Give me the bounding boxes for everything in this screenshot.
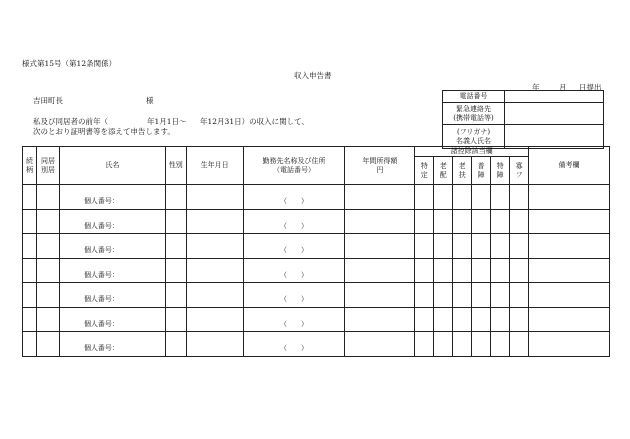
remarks-cell[interactable]: [529, 332, 610, 357]
deduction-cell[interactable]: [472, 185, 491, 210]
income-table: [22, 146, 610, 357]
deduction-cell[interactable]: [510, 307, 529, 332]
header-name: 氏名: [59, 147, 165, 185]
name-label-cell: [443, 125, 505, 149]
remarks-cell[interactable]: [529, 185, 610, 210]
remarks-cell[interactable]: [529, 234, 610, 259]
deduction-cell[interactable]: [453, 185, 472, 210]
deduction-cell[interactable]: [491, 332, 510, 357]
name-cell[interactable]: [59, 234, 165, 259]
name-cell[interactable]: [59, 283, 165, 308]
birthdate-cell[interactable]: [186, 258, 243, 283]
phone-label: 電話番号: [459, 92, 488, 101]
header-remarks: 備考欄: [529, 147, 610, 185]
gender-cell[interactable]: [165, 234, 186, 259]
header-birthdate: 生年月日: [186, 147, 243, 185]
phone-parentheses: （ ）: [280, 246, 309, 255]
page-title: 収入申告書: [294, 71, 332, 80]
deduction-cell[interactable]: [415, 258, 434, 283]
remarks-cell[interactable]: [529, 307, 610, 332]
income-cell[interactable]: [345, 332, 415, 357]
table-row: [23, 258, 610, 283]
workplace-cell[interactable]: [243, 234, 345, 259]
workplace-cell[interactable]: [243, 185, 345, 210]
income-cell[interactable]: [345, 234, 415, 259]
deduction-cell[interactable]: [434, 283, 453, 308]
deduction-cell[interactable]: [510, 234, 529, 259]
deduction-cell[interactable]: [453, 234, 472, 259]
workplace-cell[interactable]: [243, 307, 345, 332]
declaration-line1-to: 年12月31日）の収入に関して、: [200, 117, 309, 126]
name-cell[interactable]: [59, 258, 165, 283]
deduction-cell[interactable]: [491, 258, 510, 283]
emergency-label-2: (携帯電話等): [453, 113, 494, 122]
birthdate-cell[interactable]: [186, 185, 243, 210]
deduction-cell[interactable]: [434, 185, 453, 210]
cohabit-cell[interactable]: [36, 283, 59, 308]
relation-cell[interactable]: [23, 307, 37, 332]
header-deduction-disability: 普 障: [472, 157, 491, 185]
deduction-cell[interactable]: [453, 258, 472, 283]
phone-parentheses: （ ）: [280, 295, 309, 304]
personal-number-label: 個人番号：: [83, 344, 119, 353]
workplace-cell[interactable]: [243, 332, 345, 357]
deduction-cell[interactable]: [434, 258, 453, 283]
header-deduction-special-disability: 特 障: [491, 157, 510, 185]
name-value-cell[interactable]: [505, 125, 604, 149]
phone-label-cell: [443, 91, 505, 103]
relation-cell[interactable]: [23, 258, 37, 283]
remarks-cell[interactable]: [529, 258, 610, 283]
table-row: [23, 209, 610, 234]
phone-parentheses: （ ）: [280, 319, 309, 328]
deduction-cell[interactable]: [415, 332, 434, 357]
personal-number-label: 個人番号：: [83, 319, 119, 328]
birthdate-cell[interactable]: [186, 209, 243, 234]
declaration-line1-from: 年1月1日～: [147, 117, 187, 126]
deduction-cell[interactable]: [491, 209, 510, 234]
remarks-cell[interactable]: [529, 283, 610, 308]
deduction-cell[interactable]: [472, 258, 491, 283]
deduction-cell[interactable]: [491, 307, 510, 332]
deduction-cell[interactable]: [472, 234, 491, 259]
name-cell[interactable]: [59, 307, 165, 332]
relation-cell[interactable]: [23, 185, 37, 210]
form-number: 様式第15号（第12条関係）: [22, 59, 117, 68]
header-deduction-elderly-spouse: 老 配: [434, 157, 453, 185]
cohabit-cell[interactable]: [36, 209, 59, 234]
deduction-cell[interactable]: [415, 185, 434, 210]
deduction-cell[interactable]: [472, 209, 491, 234]
date-day-submitted: 日提出: [579, 83, 602, 92]
cohabit-cell[interactable]: [36, 258, 59, 283]
name-cell[interactable]: [59, 185, 165, 210]
gender-cell[interactable]: [165, 332, 186, 357]
birthdate-cell[interactable]: [186, 234, 243, 259]
personal-number-label: 個人番号：: [83, 295, 119, 304]
deduction-cell[interactable]: [415, 234, 434, 259]
deduction-cell[interactable]: [491, 185, 510, 210]
deduction-cell[interactable]: [453, 332, 472, 357]
header-deduction-elderly-dependent: 老 扶: [453, 157, 472, 185]
income-cell[interactable]: [345, 258, 415, 283]
furigana-label: (フリガナ): [456, 128, 491, 137]
deduction-cell[interactable]: [453, 307, 472, 332]
phone-value-cell[interactable]: [505, 91, 604, 103]
emergency-label-1: 緊急連絡先: [456, 105, 491, 114]
relation-cell[interactable]: [23, 234, 37, 259]
income-cell[interactable]: [345, 283, 415, 308]
declaration-line2: 次のとおり証明書等を添えて申告します。: [33, 127, 175, 136]
table-row: [23, 332, 610, 357]
relation-cell[interactable]: [23, 209, 37, 234]
deduction-cell[interactable]: [510, 209, 529, 234]
phone-parentheses: （ ）: [280, 344, 309, 353]
header-workplace: 勤務先名称及び住所 （電話番号）: [243, 147, 345, 185]
emergency-label-cell: [443, 103, 505, 125]
cohabit-cell[interactable]: [36, 332, 59, 357]
header-deduction-specific: 特 定: [415, 157, 434, 185]
deduction-cell[interactable]: [434, 209, 453, 234]
gender-cell[interactable]: [165, 185, 186, 210]
deduction-cell[interactable]: [434, 307, 453, 332]
gender-cell[interactable]: [165, 307, 186, 332]
workplace-cell[interactable]: [243, 283, 345, 308]
deduction-cell[interactable]: [510, 185, 529, 210]
personal-number-label: 個人番号：: [83, 270, 119, 279]
applicant-info-table: [442, 90, 604, 149]
gender-cell[interactable]: [165, 209, 186, 234]
relation-cell[interactable]: [23, 332, 37, 357]
date-year: 年: [532, 83, 540, 92]
name-cell[interactable]: [59, 332, 165, 357]
header-relation: 続 柄: [23, 147, 37, 185]
birthdate-cell[interactable]: [186, 307, 243, 332]
deduction-cell[interactable]: [453, 283, 472, 308]
header-deduction-widow: 寡 フ: [510, 157, 529, 185]
deduction-cell[interactable]: [510, 332, 529, 357]
deduction-cell[interactable]: [510, 283, 529, 308]
deduction-cell[interactable]: [415, 307, 434, 332]
birthdate-cell[interactable]: [186, 283, 243, 308]
deduction-cell[interactable]: [491, 234, 510, 259]
workplace-cell[interactable]: [243, 209, 345, 234]
personal-number-label: 個人番号：: [83, 246, 119, 255]
header-deductions: 諸控除該当欄: [415, 147, 529, 157]
relation-cell[interactable]: [23, 283, 37, 308]
remarks-cell[interactable]: [529, 209, 610, 234]
deduction-cell[interactable]: [434, 332, 453, 357]
phone-parentheses: （ ）: [280, 270, 309, 279]
addressee-honorific: 様: [146, 96, 154, 105]
addressee-town: 吉田町長: [33, 96, 63, 105]
table-row: [23, 234, 610, 259]
cohabit-cell[interactable]: [36, 307, 59, 332]
emergency-value-cell[interactable]: [505, 103, 604, 125]
deduction-cell[interactable]: [415, 283, 434, 308]
holder-name-label: 名義人氏名: [456, 136, 491, 145]
table-row: [23, 307, 610, 332]
income-cell[interactable]: [345, 307, 415, 332]
gender-cell[interactable]: [165, 283, 186, 308]
personal-number-label: 個人番号：: [83, 221, 119, 230]
deduction-cell[interactable]: [510, 258, 529, 283]
phone-parentheses: （ ）: [280, 197, 309, 206]
date-month: 月: [559, 83, 567, 92]
birthdate-cell[interactable]: [186, 332, 243, 357]
name-cell[interactable]: [59, 209, 165, 234]
income-cell[interactable]: [345, 209, 415, 234]
deduction-cell[interactable]: [491, 283, 510, 308]
deduction-cell[interactable]: [472, 283, 491, 308]
cohabit-cell[interactable]: [36, 185, 59, 210]
header-gender: 性別: [165, 147, 186, 185]
phone-parentheses: （ ）: [280, 221, 309, 230]
personal-number-label: 個人番号：: [83, 197, 119, 206]
deduction-cell[interactable]: [453, 209, 472, 234]
deduction-cell[interactable]: [472, 307, 491, 332]
deduction-cell[interactable]: [434, 234, 453, 259]
cohabit-cell[interactable]: [36, 234, 59, 259]
gender-cell[interactable]: [165, 258, 186, 283]
header-cohabit: 同居 別居: [36, 147, 59, 185]
table-row: [23, 185, 610, 210]
deduction-cell[interactable]: [472, 332, 491, 357]
income-cell[interactable]: [345, 185, 415, 210]
workplace-cell[interactable]: [243, 258, 345, 283]
declaration-line1-start: 私及び同居者の前年（: [33, 117, 108, 126]
table-row: [23, 283, 610, 308]
deduction-cell[interactable]: [415, 209, 434, 234]
header-income: 年間所得額 円: [345, 147, 415, 185]
